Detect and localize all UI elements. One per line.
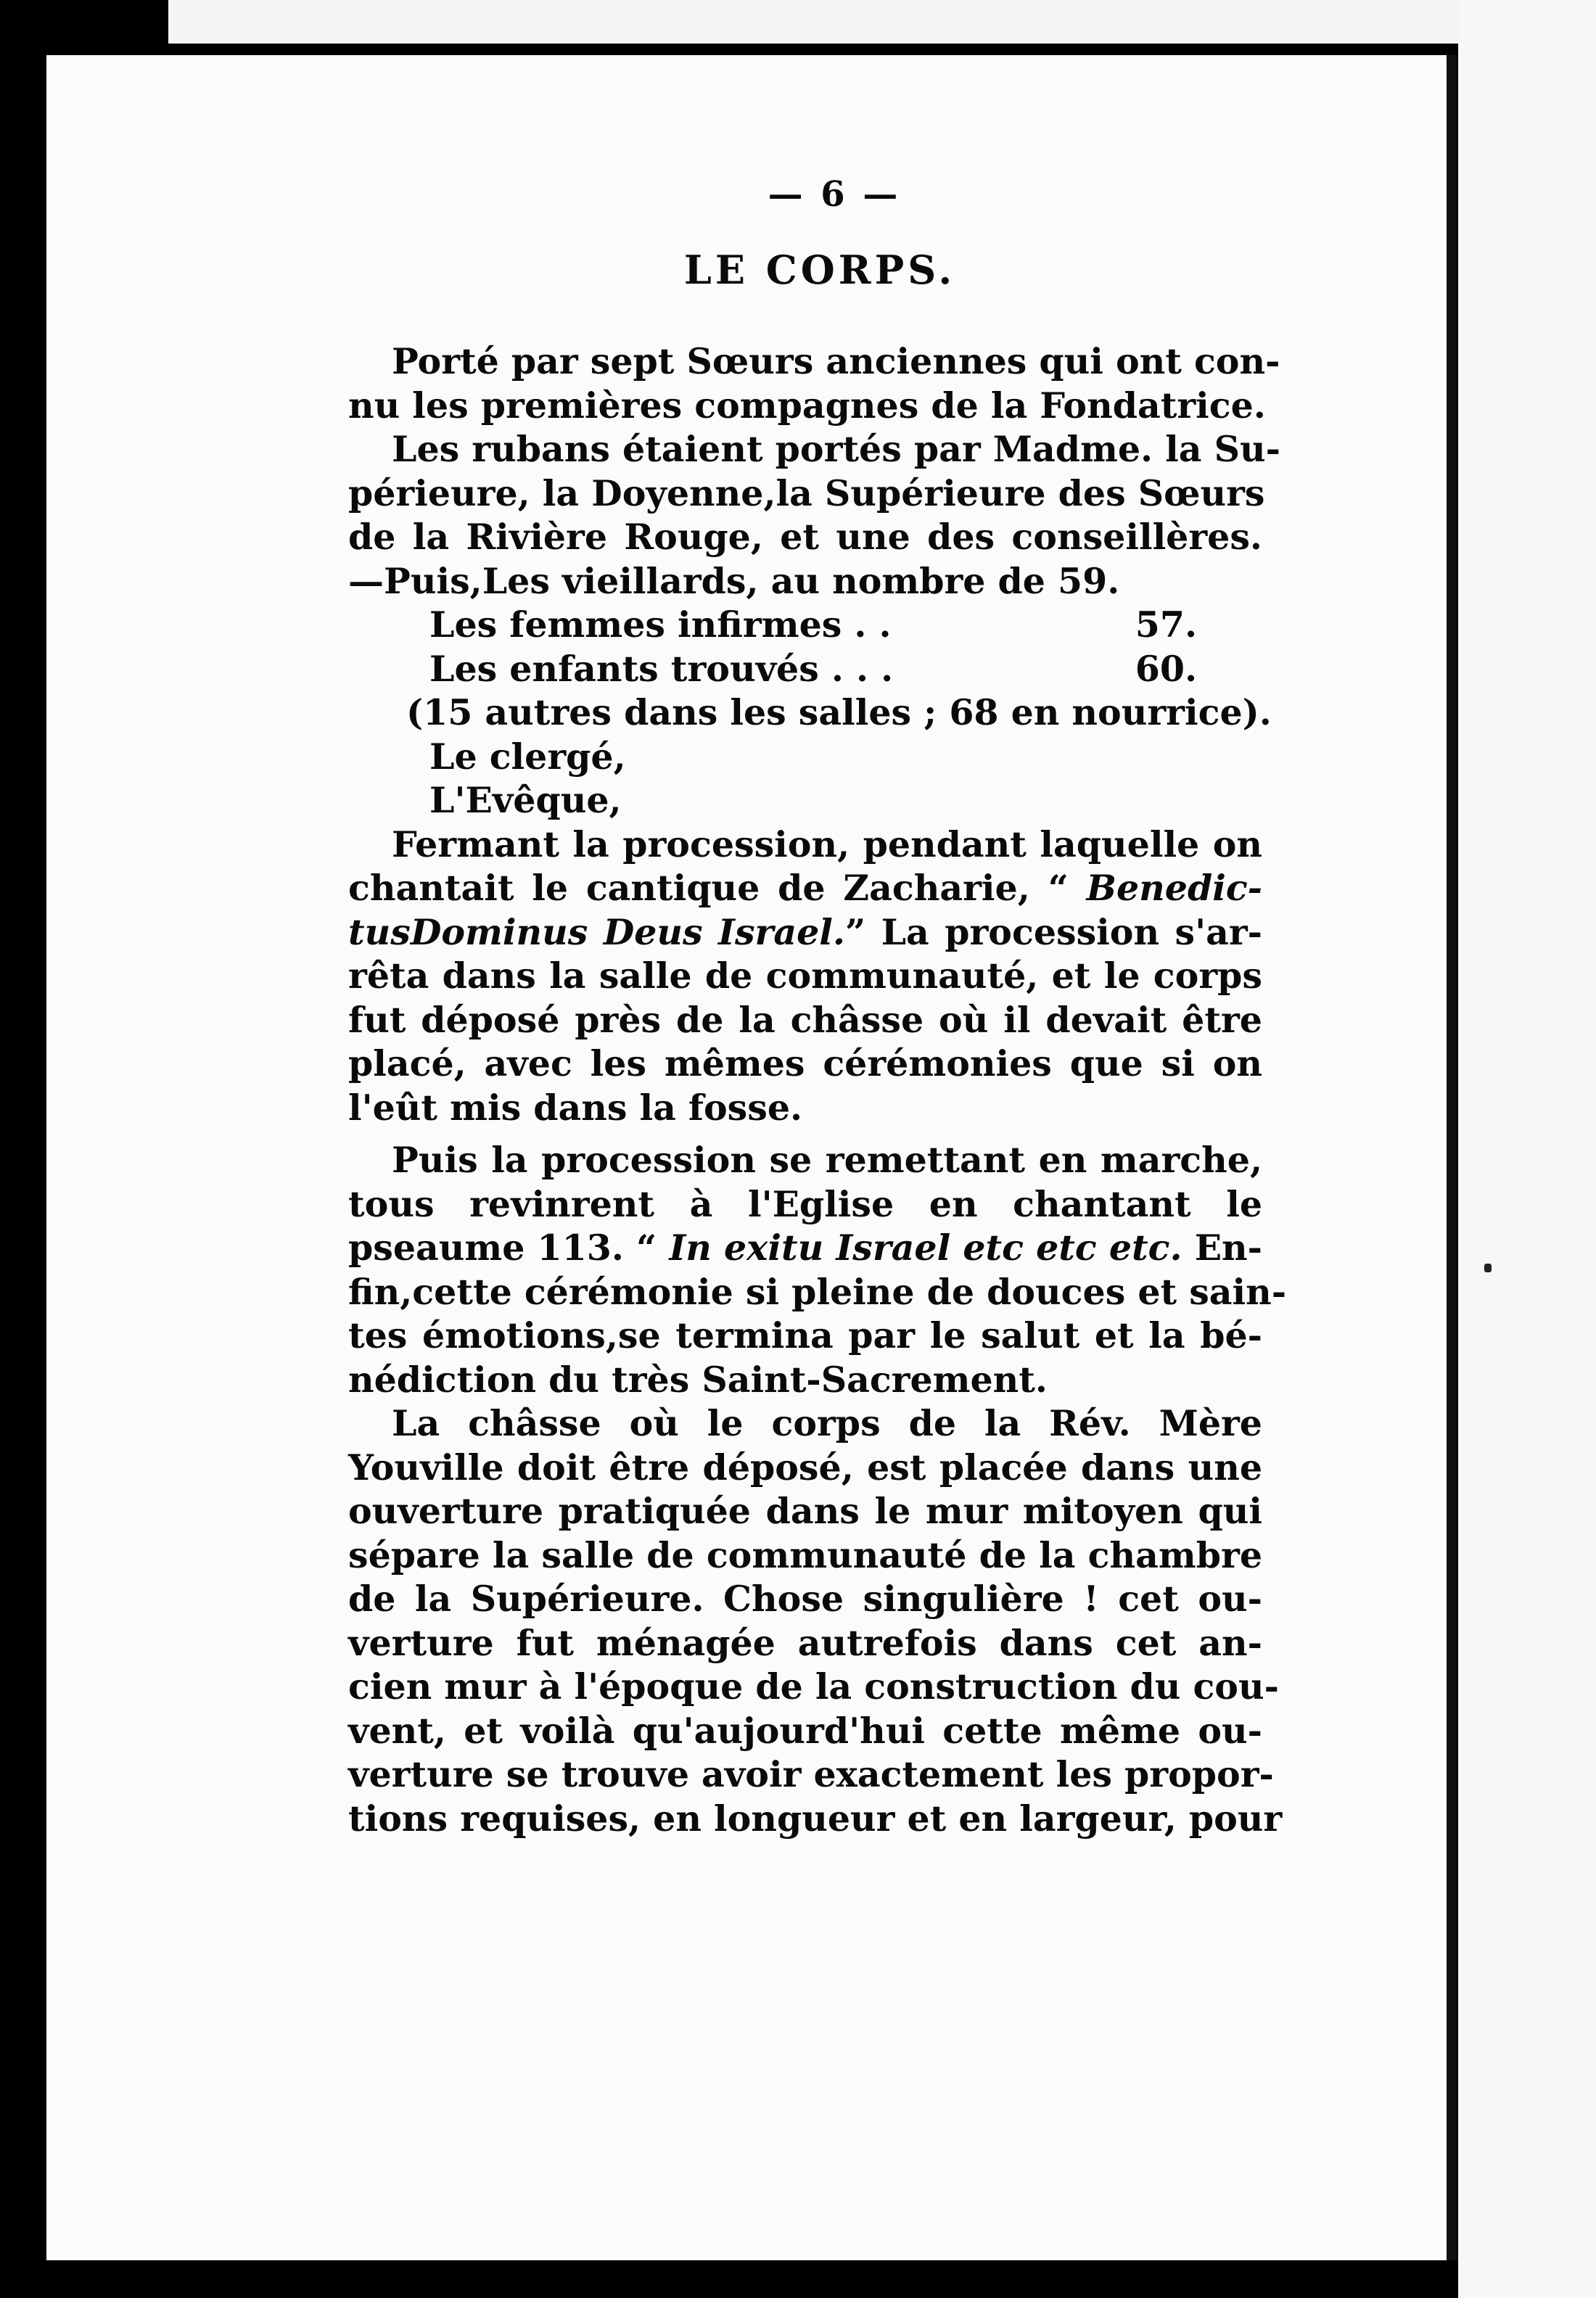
latin-quote: In exitu Israel etc etc etc. [669, 1227, 1182, 1269]
procession-list [348, 603, 1272, 823]
top-page-edge [168, 0, 1596, 44]
text-line: fin,cette cérémonie si pleine de douces et sain- [348, 1270, 1287, 1313]
ink-speck [1484, 1264, 1492, 1272]
text-line: Youville doit être déposé, est placée dans une [348, 1446, 1262, 1488]
list-item-count: 57. [1135, 604, 1197, 646]
list-item: L'Evêque, [429, 779, 622, 821]
text-line: —Puis,Les vieillards, au nombre de 59. [348, 559, 1120, 602]
text-run: pseaume 113. “ [348, 1227, 670, 1269]
text-line: tions requises, en longueur et en largeur, pour [348, 1797, 1283, 1840]
text-line: vent, et voilà qu'aujourd'hui cette même ou- [348, 1709, 1262, 1752]
list-item: Le clergé, [429, 735, 626, 778]
text-line: ouverture pratiquée dans le mur mitoyen qui [348, 1490, 1262, 1532]
text-line [348, 866, 1262, 910]
page-number: — 6 — [768, 174, 901, 215]
text-line: verture se trouve avoir exactement les propor- [348, 1753, 1274, 1795]
page-spine [1447, 55, 1457, 2260]
text-run: En- [1182, 1227, 1263, 1269]
text-line: rêta dans la salle de communauté, et le corps [348, 955, 1262, 997]
list-item-count: 60. [1135, 647, 1197, 690]
text-line: cien mur à l'époque de la construction du cou- [348, 1665, 1279, 1708]
text-line: l'eût mis dans la fosse. [348, 1086, 803, 1129]
text-line [348, 1226, 1262, 1270]
text-line: Porté par sept Sœurs anciennes qui ont con- [392, 340, 1280, 382]
page-text [348, 174, 1287, 1840]
text-run: ” La procession s'ar- [844, 910, 1263, 953]
text-line: La châsse où le corps de la Rév. Mère [392, 1402, 1262, 1444]
text-line: Puis la procession se remettant en marche, [392, 1139, 1262, 1181]
list-item-label: Les enfants trouvés . . . [429, 647, 894, 690]
latin-quote: tusDominus Deus Israel. [348, 910, 845, 953]
text-line: tes émotions,se termina par le salut et la bé- [348, 1314, 1262, 1356]
adjacent-page-strip [1458, 0, 1596, 2298]
text-line: fut déposé près de la châsse où il devait être [348, 998, 1262, 1041]
paragraph-3 [348, 1138, 1287, 1401]
text-line: Les rubans étaient portés par Madme. la Su- [392, 428, 1280, 470]
text-line: de la Supérieure. Chose singulière ! cet ou- [348, 1578, 1262, 1620]
text-line: nédiction du très Saint-Sacrement. [348, 1358, 1048, 1401]
text-line: Fermant la procession, pendant laquelle on [392, 823, 1262, 865]
text-line: sépare la salle de communauté de la chambre [348, 1533, 1262, 1576]
paragraph-2 [348, 823, 1262, 1130]
text-line: placé, avec les mêmes cérémonies que si on [348, 1042, 1262, 1084]
text-line [348, 910, 1262, 955]
paragraph-4 [348, 1401, 1283, 1840]
section-title: LE CORPS. [683, 247, 956, 293]
paragraph-gap [348, 1129, 1262, 1138]
list-note: (15 autres dans les salles ; 68 en nourrice). [406, 691, 1272, 733]
text-line: tous revinrent à l'Eglise en chantant le [348, 1182, 1262, 1225]
latin-quote: Benedic- [1086, 867, 1262, 909]
text-run: chantait le cantique de Zacharie, “ [348, 867, 1087, 909]
paragraph-1 [348, 339, 1280, 603]
list-item [348, 603, 1262, 647]
text-line: périeure, la Doyenne,la Supérieure des Sœurs [348, 471, 1265, 514]
text-line: nu les premières compagnes de la Fondatrice. [348, 384, 1266, 427]
list-item [348, 647, 1262, 691]
list-item-label: Les femmes infirmes . . [429, 604, 892, 646]
text-line: de la Rivière Rouge, et une des conseillères. [348, 516, 1262, 558]
text-line: verture fut ménagée autrefois dans cet an- [348, 1621, 1262, 1664]
